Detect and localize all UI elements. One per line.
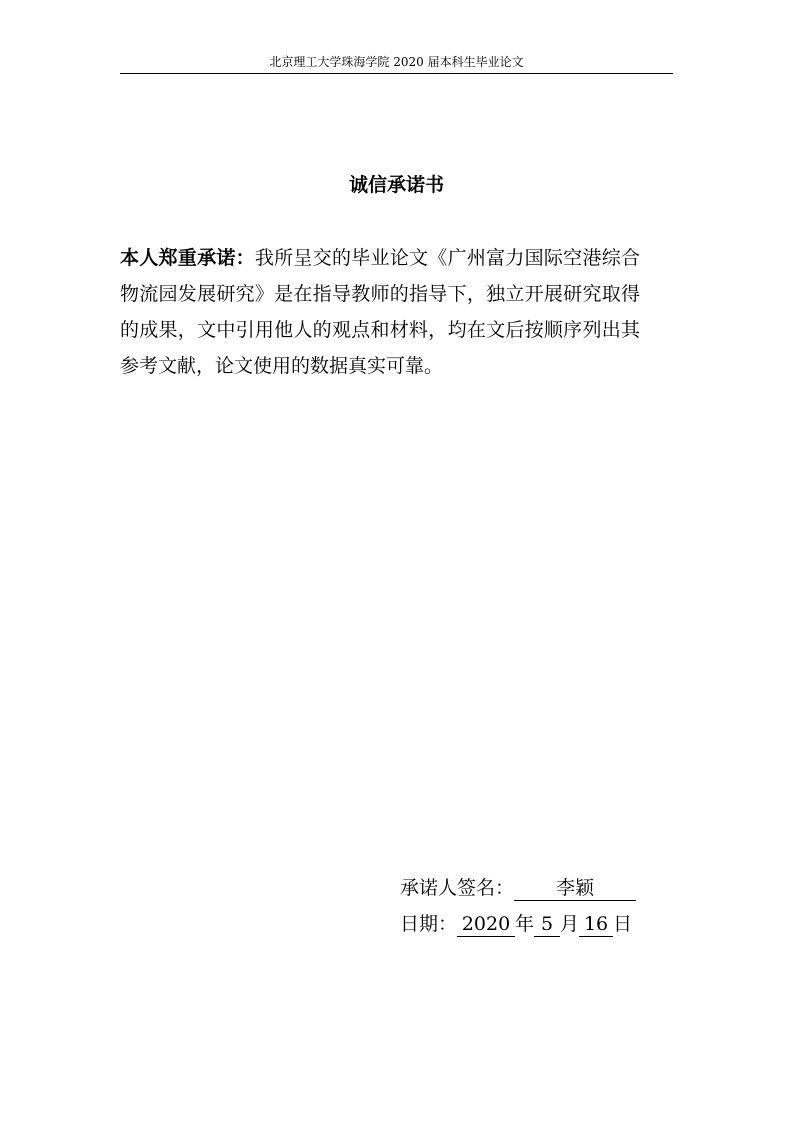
page-title: 诚信承诺书 bbox=[348, 174, 444, 196]
statement-body: 我所呈交的毕业论文《广州富力国际空港综合物流园发展研究》是在指导教师的指导下，独立开展研究取得的成果，文中引用他人的观点和材料，均在文后按顺序列出其参考文献，论文使用的数据真实可靠。 bbox=[120, 247, 640, 377]
statement-paragraph bbox=[120, 240, 640, 384]
date-day-field: 16 bbox=[579, 912, 613, 937]
statement-lead: 本人郑重承诺： bbox=[120, 247, 255, 269]
date-year-field: 2020 bbox=[457, 912, 515, 937]
date-year-unit: 年 bbox=[515, 913, 535, 935]
signature-row bbox=[400, 874, 636, 902]
date-label: 日期： bbox=[400, 913, 458, 935]
signature-name-field: 李颖 bbox=[514, 876, 636, 901]
date-month-field: 5 bbox=[534, 912, 560, 937]
header-divider bbox=[120, 73, 673, 74]
page-header: 北京理工大学珠海学院 2020 届本科生毕业论文 bbox=[269, 55, 524, 69]
date-month-unit: 月 bbox=[560, 913, 580, 935]
signature-label: 承诺人签名： bbox=[400, 877, 515, 899]
date-day-unit: 日 bbox=[613, 913, 633, 935]
date-row bbox=[400, 910, 632, 938]
